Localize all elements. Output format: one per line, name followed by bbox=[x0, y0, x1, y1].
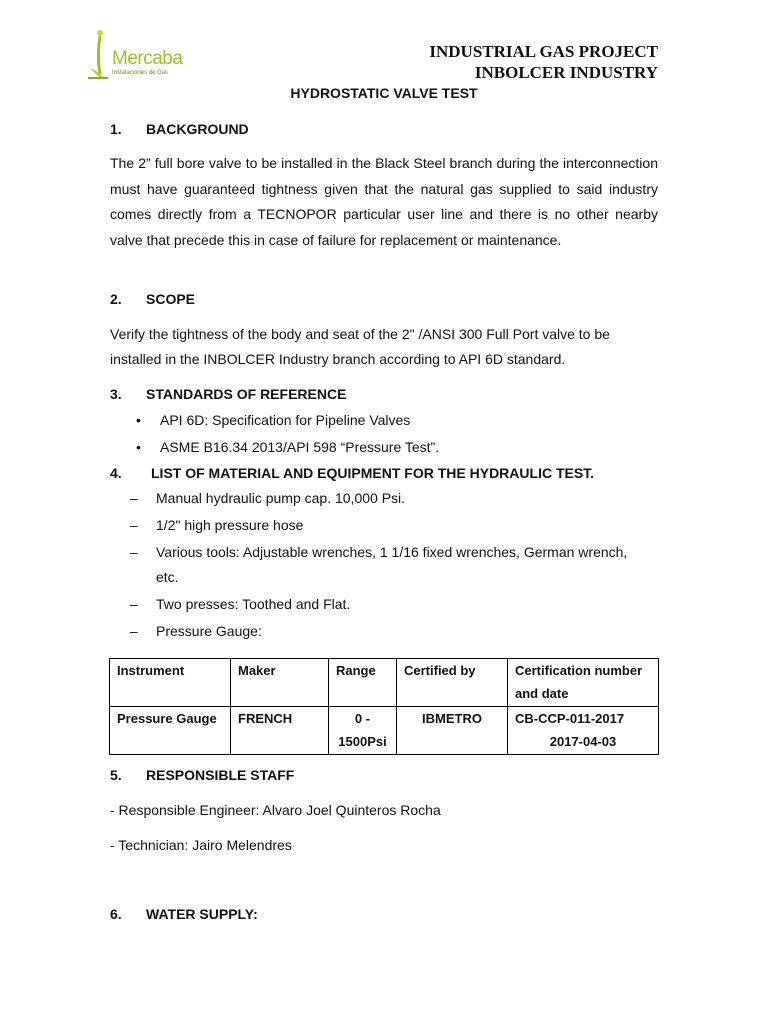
responsible-engineer: - Responsible Engineer: Alvaro Joel Quinteros Rocha bbox=[110, 802, 441, 818]
certification-date: 2017-04-03 bbox=[549, 733, 617, 749]
section-heading-background bbox=[110, 121, 249, 137]
bullet-icon: • bbox=[136, 412, 141, 428]
table-cell-maker: FRENCH bbox=[231, 707, 329, 755]
industry-title: INBOLCER INDUSTRY bbox=[474, 63, 658, 82]
section-title: SCOPE bbox=[146, 291, 196, 307]
standard-item: • ASME B16.34 2013/API 598 “Pressure Test”. bbox=[136, 439, 440, 455]
table-header: Range bbox=[329, 659, 397, 707]
section-title: LIST OF MATERIAL AND EQUIPMENT FOR THE HYDRAULIC TEST. bbox=[151, 465, 595, 481]
material-item: – 1/2" high pressure hose bbox=[130, 513, 650, 538]
dash-icon: – bbox=[130, 544, 138, 560]
section-number: 2. bbox=[110, 291, 122, 307]
pressure-gauge-table bbox=[109, 658, 659, 755]
scope-paragraph: Verify the tightness of the body and seat of the 2" /ANSI 300 Full Port valve to be installed in the INBOLCER Industry branch according to API 6D standard. bbox=[110, 326, 610, 367]
section-title: BACKGROUND bbox=[146, 121, 249, 137]
section-heading-water bbox=[110, 906, 258, 922]
dash-icon: – bbox=[130, 596, 138, 612]
section-title: STANDARDS OF REFERENCE bbox=[146, 386, 347, 402]
table-header: Instrument bbox=[110, 659, 231, 707]
table-row bbox=[110, 707, 659, 755]
section-title: RESPONSIBLE STAFF bbox=[146, 767, 295, 783]
table-header: Maker bbox=[231, 659, 329, 707]
logo-wordmark: Mercaba bbox=[112, 48, 183, 69]
project-title: INDUSTRIAL GAS PROJECT bbox=[429, 42, 658, 61]
technician: - Technician: Jairo Melendres bbox=[110, 837, 292, 853]
bullet-icon: • bbox=[136, 439, 141, 455]
section-number: 3. bbox=[110, 386, 122, 402]
table-header-row bbox=[110, 659, 659, 707]
section-heading-scope bbox=[110, 291, 195, 307]
material-item: – Various tools: Adjustable wrenches, 1 1/16 fixed wrenches, German wrench, etc. bbox=[130, 540, 650, 590]
dash-icon: – bbox=[130, 490, 138, 506]
table-cell-certification bbox=[508, 707, 659, 755]
dash-icon: – bbox=[130, 517, 138, 533]
table-header: Certified by bbox=[397, 659, 508, 707]
section-number: 5. bbox=[110, 767, 122, 783]
material-item: – Two presses: Toothed and Flat. bbox=[130, 592, 650, 617]
table-cell-instrument: Pressure Gauge bbox=[110, 707, 231, 755]
section-title: WATER SUPPLY: bbox=[146, 906, 258, 922]
table-cell-certified-by: IBMETRO bbox=[397, 707, 508, 755]
dash-icon: – bbox=[130, 623, 138, 639]
material-item: – Pressure Gauge: bbox=[130, 619, 650, 644]
section-number: 4. bbox=[110, 465, 122, 481]
table-cell-range: 0 - 1500Psi bbox=[329, 707, 397, 755]
section-number: 1. bbox=[110, 121, 122, 137]
table-header: Certification number and date bbox=[508, 659, 659, 707]
section-heading-standards bbox=[110, 386, 346, 402]
material-item: – Manual hydraulic pump cap. 10,000 Psi. bbox=[130, 486, 650, 511]
certification-number: CB-CCP-011-2017 bbox=[515, 711, 625, 726]
document-title: HYDROSTATIC VALVE TEST bbox=[290, 85, 478, 101]
logo-tagline: Instalaciones de Gas bbox=[112, 70, 169, 76]
standard-item: • API 6D: Specification for Pipeline Valves bbox=[136, 412, 411, 428]
section-heading-materials bbox=[110, 465, 594, 481]
section-number: 6. bbox=[110, 906, 122, 922]
section-heading-staff bbox=[110, 767, 294, 783]
background-paragraph: The 2” full bore valve to be installed in the Black Steel branch during the interconnection must have guaranteed tightness given that the natural gas supplied to said industry comes directly from a TECNOPOR particular user line and there is no other nearby valve that precede this in case of failure for replacement or maintenance. bbox=[110, 155, 658, 248]
